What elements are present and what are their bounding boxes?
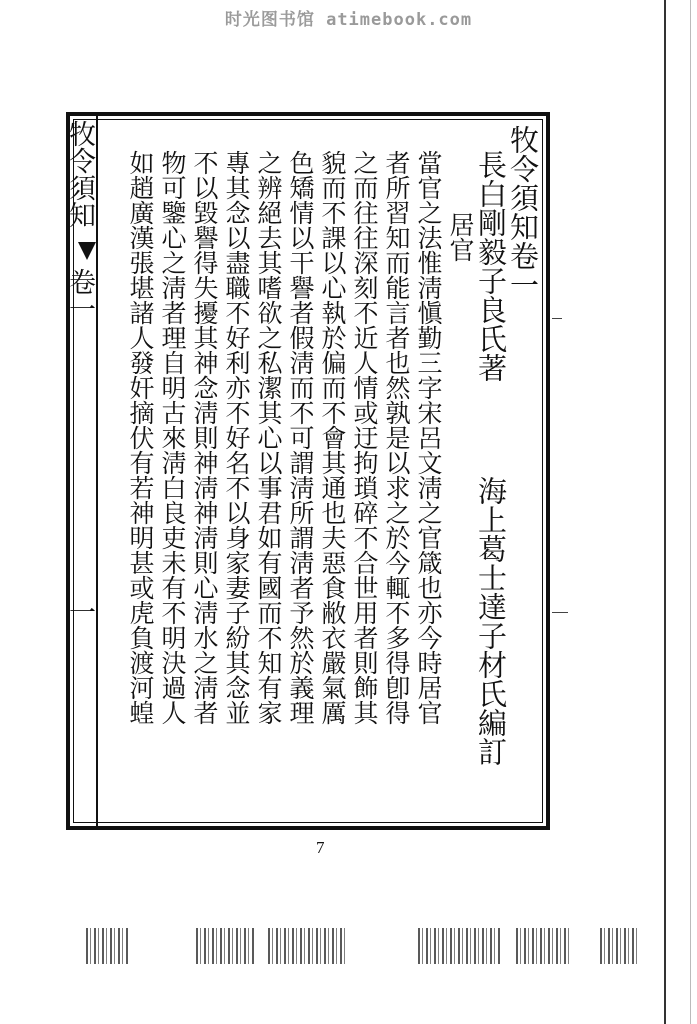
scan-artifact <box>196 928 256 964</box>
margin-tick <box>552 318 562 319</box>
scan-artifact <box>86 928 130 964</box>
scan-artifact <box>600 928 640 964</box>
margin-title: 牧令須知 <box>64 120 95 228</box>
text-column: 者所習知而能言者也然孰是以求之於今輒不多得卽得 <box>382 150 411 725</box>
scan-edge <box>664 0 666 1024</box>
scan-artifact <box>418 928 500 964</box>
text-column: 色矯情以干譽者假淸而不可謂淸所謂淸者予然於義理 <box>286 150 315 725</box>
margin-tick <box>552 612 568 613</box>
page-number: 7 <box>316 838 325 857</box>
text-column: 貌而不課以心執於偏而不會其通也夫惡食敝衣嚴氣厲 <box>318 150 347 725</box>
scan-edge-outer <box>690 0 691 1024</box>
text-column: 之而往往深刻不近人情或迂拘瑣碎不合世用者則飾其 <box>350 150 379 725</box>
margin-leaf: 一 <box>64 598 95 625</box>
author-line: 長白剛毅子良氏著 <box>474 150 508 382</box>
text-column: 之辨絕去其嗜欲之私潔其心以事君如有國而不知有家 <box>254 150 283 725</box>
text-column: 當官之法惟淸愼勤三字宋呂文淸之官箴也亦今時居官 <box>414 150 443 725</box>
section-heading: 居官 <box>446 212 475 262</box>
scan-artifact <box>516 928 572 964</box>
spine-line <box>96 112 98 830</box>
text-column: 不以毀譽得失擾其神念淸則神淸神淸則心淸水之淸者 <box>190 150 219 725</box>
book-title: 牧令須知卷一 <box>506 125 540 299</box>
text-column: 如趙廣漢張堪諸人發奸摘伏有若神明甚或虎負渡河蝗 <box>126 150 155 725</box>
text-column: 物可鑒心之淸者理自明古來淸白良吏未有不明決過人 <box>158 150 187 725</box>
editor-line: 海上葛士達子材氏編訂 <box>474 476 508 766</box>
margin-volume: 卷一 <box>64 268 95 322</box>
watermark: 时光图书馆 atimebook.com <box>224 10 473 30</box>
scan-artifact <box>268 928 346 964</box>
fishtail-mark <box>78 242 96 260</box>
text-column: 專其念以盡職不好利亦不好名不以身家妻子紛其念並 <box>222 150 251 725</box>
